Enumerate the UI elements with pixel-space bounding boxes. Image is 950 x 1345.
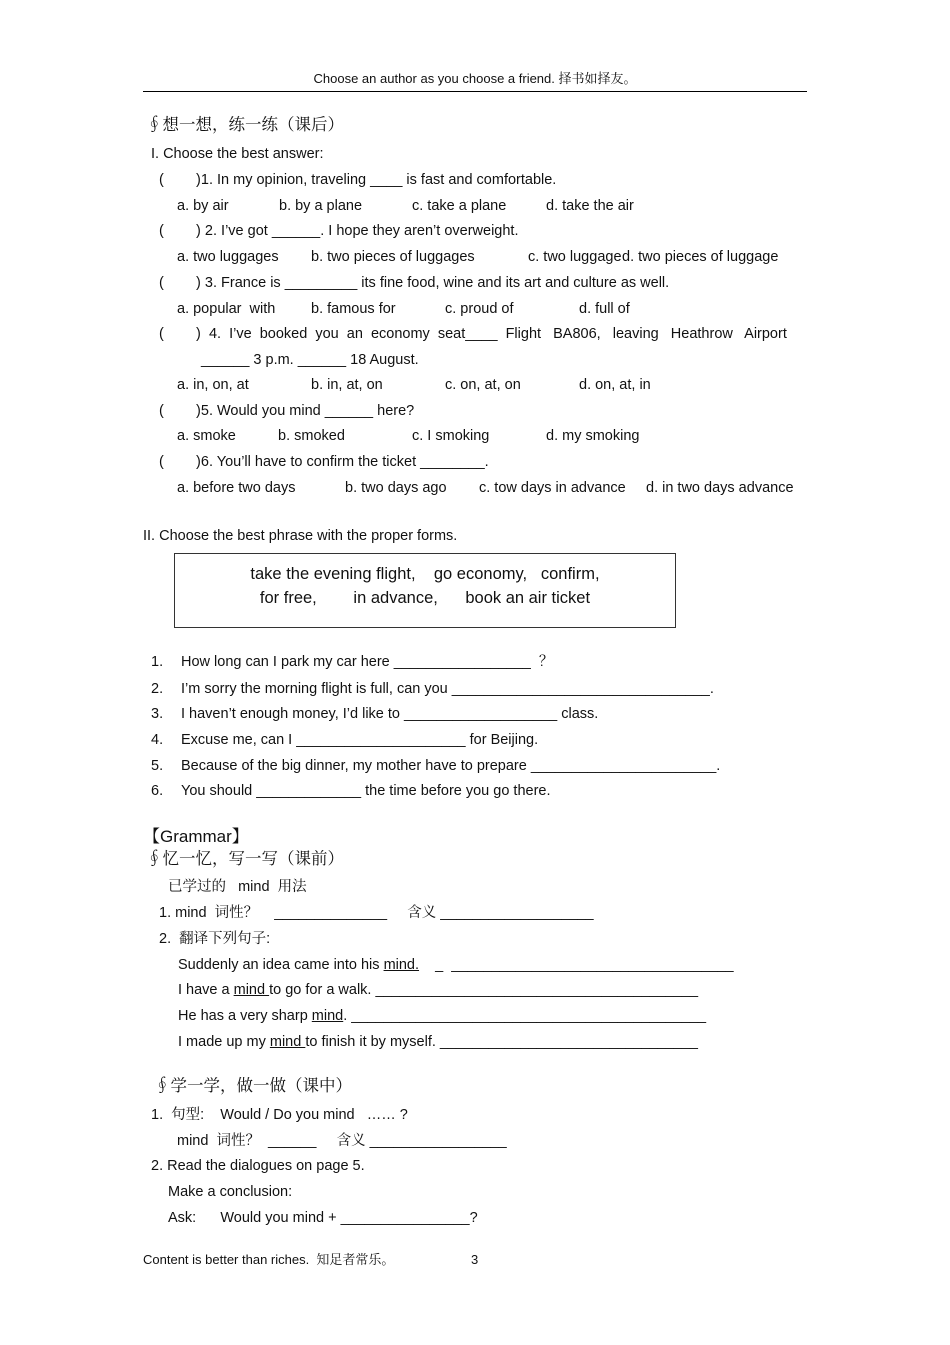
question-6-option-d: d. in two days advance — [646, 480, 794, 496]
footer-motto: Content is better than riches. 知足者常乐。 — [143, 1252, 395, 1267]
fill-item-1-number: 1. — [151, 654, 164, 670]
fill-item-5-number: 5. — [151, 758, 164, 774]
sentence-1-keyword: mind. — [383, 957, 420, 973]
question-4-stem-continued: ______ 3 p.m. ______ 18 August. — [201, 352, 419, 368]
question-3-option-c: c. proud of — [445, 301, 514, 317]
fill-item-6-text: You should _____________ the time before you go there. — [181, 783, 551, 799]
question-4-stem: ( ) 4. I’ve booked you an economy seat____ Flight BA806, leaving Heathrow Airport — [159, 326, 787, 342]
header-motto: Choose an author as you choose a friend. 择书如择友。 — [313, 71, 637, 86]
sentence-4-text: I made up my — [178, 1034, 270, 1050]
question-5-option-c: c. I smoking — [412, 428, 490, 444]
fill-item-3-number: 3. — [151, 706, 164, 722]
question-3-option-b: b. famous for — [311, 301, 396, 317]
sentence-1-blank: _ ___________________________________ — [419, 957, 734, 973]
sentence-pattern: 1. 句型: Would / Do you mind …… ? — [151, 1107, 408, 1123]
question-6-option-a: a. before two days — [177, 480, 296, 496]
sentence-2-blank: to go for a walk. ________________________________________ — [269, 982, 699, 998]
question-2-stem: ( ) 2. I’ve got ______. I hope they aren’t overweight. — [159, 223, 519, 239]
question-2-option-c: c. two luggage — [528, 249, 622, 265]
question-5-stem: ( )5. Would you mind ______ here? — [159, 403, 415, 419]
question-4-option-d: d. on, at, in — [579, 377, 651, 393]
part1-heading: I. Choose the best answer: — [151, 146, 324, 162]
translate-sentence-4 — [178, 1033, 698, 1051]
question-5-option-a: a. smoke — [177, 428, 236, 444]
question-4-option-a: a. in, on, at — [177, 377, 249, 393]
translate-sentence-1 — [178, 956, 734, 974]
sentence-4-blank: to finish it by myself. ________________________________ — [305, 1034, 698, 1050]
grammar-question-1: 1. mind 词性？ ______________ 含义 ___________________ — [159, 905, 594, 921]
sentence-3-text: He has a very sharp — [178, 1008, 312, 1024]
fill-item-4-text: Excuse me, can I _____________________ for Beijing. — [181, 732, 539, 748]
learned-usage-label: 已学过的 mind 用法 — [168, 879, 307, 895]
sentence-3-blank: . ____________________________________________ — [343, 1008, 707, 1024]
mind-part-of-speech: mind 词性？ ______ 含义 _________________ — [177, 1133, 507, 1149]
question-1-option-b: b. by a plane — [279, 198, 363, 214]
question-1-stem: ( )1. In my opinion, traveling ____ is fast and comfortable. — [159, 172, 557, 188]
make-conclusion: Make a conclusion: — [168, 1184, 293, 1200]
study-section-title: ∮学一学，做一做（课中） — [154, 1076, 352, 1095]
fill-item-5-text: Because of the big dinner, my mother have to prepare _______________________. — [181, 758, 721, 774]
question-6-stem: ( )6. You’ll have to confirm the ticket ________. — [159, 454, 489, 470]
phrase-box-line-1: take the evening flight, go economy, confirm, — [250, 565, 600, 583]
practice-section-title: ∮想一想，练一练（课后） — [146, 115, 344, 134]
part2-heading: II. Choose the best phrase with the proper forms. — [143, 528, 458, 544]
translate-sentence-2 — [178, 981, 698, 999]
question-1-option-a: a. by air — [177, 198, 229, 214]
fill-item-3-text: I haven’t enough money, I’d like to ___________________ class. — [181, 706, 599, 722]
question-3-option-d: d. full of — [579, 301, 630, 317]
question-6-option-b: b. two days ago — [345, 480, 447, 496]
read-dialogues: 2. Read the dialogues on page 5. — [151, 1158, 365, 1174]
question-1-option-d: d. take the air — [546, 198, 634, 214]
grammar-title: 【Grammar】 — [143, 827, 249, 846]
fill-item-4-number: 4. — [151, 732, 164, 748]
sentence-3-keyword: mind — [311, 1008, 344, 1024]
phrase-box-line-2: for free, in advance, book an air ticket — [259, 589, 591, 607]
question-5-option-d: d. my smoking — [546, 428, 640, 444]
question-2-option-d: d. two pieces of luggage — [622, 249, 779, 265]
fill-item-1-text: How long can I park my car here _________________ ？ — [181, 654, 554, 670]
fill-item-2-number: 2. — [151, 681, 164, 697]
grammar-question-2: 2. 翻译下列句子: — [159, 931, 271, 947]
question-1-option-c: c. take a plane — [412, 198, 507, 214]
phrase-box — [174, 553, 676, 628]
question-3-option-a: a. popular with — [177, 301, 276, 317]
header-rule — [143, 91, 807, 92]
question-2-option-b: b. two pieces of luggages — [311, 249, 475, 265]
fill-item-2-text: I’m sorry the morning flight is full, can you ________________________________. — [181, 681, 714, 697]
page-number: 3 — [471, 1252, 479, 1267]
question-4-option-c: c. on, at, on — [445, 377, 521, 393]
recall-section-title: ∮忆一忆，写一写（课前） — [146, 849, 344, 868]
question-5-option-b: b. smoked — [278, 428, 345, 444]
question-4-option-b: b. in, at, on — [311, 377, 383, 393]
sentence-2-keyword: mind — [233, 982, 270, 998]
translate-sentence-3 — [178, 1007, 706, 1025]
question-2-option-a: a. two luggages — [177, 249, 279, 265]
ask-pattern: Ask: Would you mind + ________________? — [168, 1210, 478, 1226]
sentence-2-text: I have a — [178, 982, 234, 998]
sentence-4-keyword: mind — [269, 1034, 306, 1050]
fill-item-6-number: 6. — [151, 783, 164, 799]
question-6-option-c: c. tow days in advance — [479, 480, 626, 496]
sentence-1-text: Suddenly an idea came into his — [178, 957, 384, 973]
question-3-stem: ( ) 3. France is _________ its fine food, wine and its art and culture as well. — [159, 275, 670, 291]
